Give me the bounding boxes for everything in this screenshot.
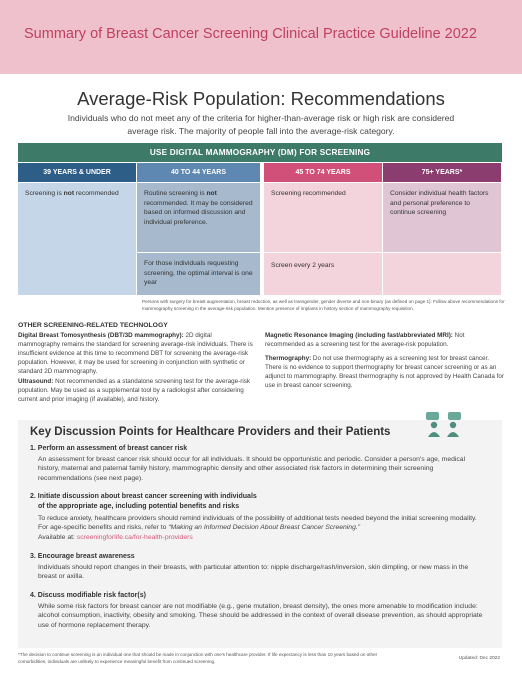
key-discussion-title: Key Discussion Points for Healthcare Providers and their Patients bbox=[30, 426, 391, 438]
point-3-heading: 3. Encourage breast awareness bbox=[30, 553, 135, 560]
point-3-body: Individuals should report changes in their breasts, with particular attention to: nipple discharge/rash/inversion, skin dimpling, or new mass in the breast or axilla. bbox=[38, 564, 469, 581]
other-technology-title: OTHER SCREENING-RELATED TECHNOLOGY bbox=[18, 322, 168, 329]
cell-45-74-bottom: Screen every 2 years bbox=[264, 253, 382, 295]
point-4-heading: 4. Discuss modifiable risk factor(s) bbox=[30, 592, 146, 599]
thermography-paragraph: Thermography: Do not use thermography as a screening test for breast cancer. There is no evidence to support thermography for breast cancer screening or as an adjunct to mammography. Breast thermography is not approved by Health Canada for use in breast cancer screening. bbox=[265, 355, 504, 389]
point-1-body: An assessment for breast cancer risk should occur for all individuals. It should be opportunistic and periodic. Consider a person's age, medical history, maternal and paternal family history, mammographic density and other associated risk factors in determining their screening recommendations (see next page). bbox=[38, 456, 466, 482]
updated-date: Updated: Dec 2022 bbox=[458, 656, 500, 661]
column-header-40-44: 40 TO 44 YEARS bbox=[137, 163, 260, 182]
mri-paragraph: Magnetic Resonance Imaging (including fast/abbreviated MRI): Not recommended as a screening test for the average-risk population. bbox=[265, 332, 465, 348]
people-discussion-icon bbox=[426, 412, 462, 438]
cell-75-plus-bottom bbox=[383, 253, 501, 295]
dbt-paragraph: Digital Breast Tomosynthesis (DBT/3D mammography): 2D digital mammography remains the standard for screening average-risk individuals. There is insufficient evidence at this time to recommend DBT for screening the average-risk population. However, it may be used for screening in conjunction with synthetic or standard 2D mammography. bbox=[18, 332, 253, 375]
point-4-body: While some risk factors for breast cancer are not modifiable (e.g., gene mutation, breast density), the ones more amenable to modification include: alcohol consumption, inactivity, obesity and smoking. These should be addressed in the context of overall disease prevention, as should appropriate use of hormone replacement therapy. bbox=[38, 603, 483, 629]
point-1-heading: 1. Perform an assessment of breast cancer risk bbox=[30, 445, 188, 452]
section-title: Average-Risk Population: Recommendations bbox=[77, 88, 445, 109]
footnote: *The decision to continue screening is an individual one that should be made in conjunction with one's healthcare provider. If life expectancy is less than 10 years based on other comorbidities, individuals are unlikely to experience meaningful benefit from continued screening. bbox=[18, 652, 378, 664]
cell-45-74-top: Screening recommended bbox=[264, 183, 382, 252]
column-header-39-under: 39 YEARS & UNDER bbox=[18, 163, 136, 182]
intro-text: Individuals who do not meet any of the criteria for higher-than-average risk or high risk are considered average risk. The majority of people fall into the average-risk category. bbox=[67, 113, 455, 136]
column-header-75-plus: 75+ YEARS* bbox=[383, 163, 501, 182]
document-title: Summary of Breast Cancer Screening Clinical Practice Guideline 2022 bbox=[24, 26, 477, 42]
point-2-heading: 2. Initiate discussion about breast cancer screening with individuals of the appropriate age, including potential benefits and risks bbox=[30, 493, 257, 510]
mammography-banner: USE DIGITAL MAMMOGRAPHY (DM) FOR SCREENING bbox=[18, 143, 502, 162]
cell-40-44-top: Routine screening is not recommended. It may be considered based on informed discussion and individual preference. bbox=[137, 183, 260, 252]
cell-39-under: Screening is not recommended bbox=[18, 183, 136, 295]
table-note: Persons with surgery for breast augmentation, breast reduction, as well as transgender, gender diverse and non-binary (as defined on page 1): Follow above recommendations for mammography screening in the average-risk population. Mention presence of implants in history section of mammography requisition. bbox=[142, 299, 505, 311]
screening-link[interactable]: screeningforlife.ca/for-health-providers bbox=[76, 533, 193, 541]
cell-40-44-bottom: For those individuals requesting screening, the optimal interval is one year bbox=[137, 253, 260, 295]
ultrasound-paragraph: Ultrasound: Not recommended as a standalone screening test for the average-risk population. May be used as a supplemental tool by a radiologist after considering current and prior imaging (if available), and history. bbox=[18, 378, 251, 403]
cell-75-plus: Consider individual health factors and personal preference to continue screening bbox=[383, 183, 501, 252]
point-2-body: To reduce anxiety, healthcare providers should remind individuals of the possibility of additional tests needed beyond the initial screening modality. For age-specific benefits and risks, refer to “Making an Informed Decision About Breast Cancer Screening.” Available at: screeningforlife.ca/for-health-providers bbox=[38, 515, 477, 541]
column-header-45-74: 45 TO 74 YEARS bbox=[264, 163, 382, 182]
